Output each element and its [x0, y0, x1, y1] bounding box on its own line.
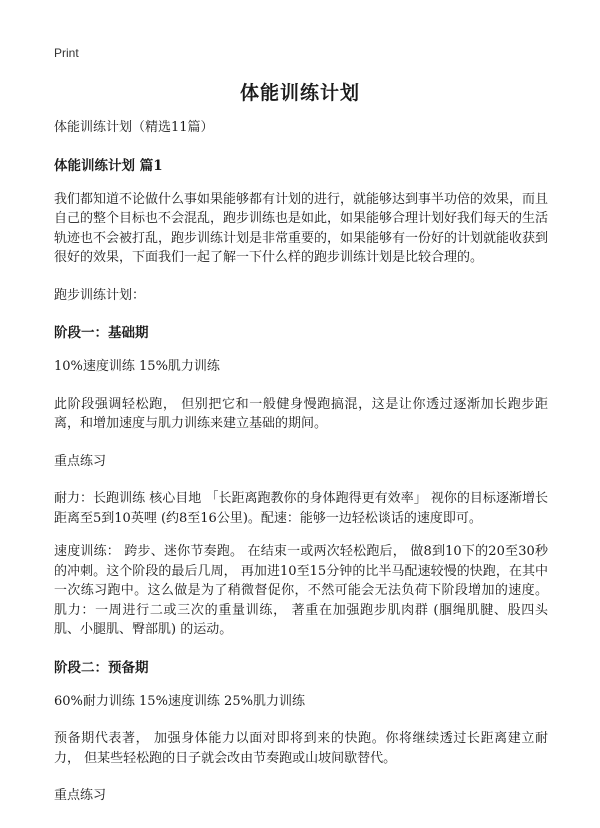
section-heading-1: 体能训练计划 篇1 — [54, 157, 163, 174]
stage1-speed-strength: 速度训练： 跨步、迷你节奏跑。 在结束一或两次轻松跑后， 做8到10下的20至30秒的冲刺。这个阶段的最后几周， 再加进10至15分钟的比半马配速较慢的快跑，在其中一次练习跑中。这么做是为了稍微督促你，不然可能会无法负荷下阶段增加的速度。 肌力：一周进行二或三次的重量训练， 著重在加强跑步肌肉群 (腘绳肌腱、股四头肌、小腿肌、臀部肌) 的运动。 — [54, 544, 548, 637]
stage2-heading: 阶段二：预备期 — [54, 659, 149, 676]
stage2-focus-label: 重点练习 — [54, 788, 107, 803]
document-subtitle: 体能训练计划（精选11篇） — [54, 120, 214, 135]
stage1-focus-label: 重点练习 — [54, 453, 107, 469]
plan-label: 跑步训练计划： — [54, 287, 146, 303]
document-body — [54, 118, 548, 806]
stage1-endurance: 耐力：长跑训练 核心目地 「长距离跑教你的身体跑得更有效率」 视你的目标逐渐增长距离至5到10英哩 (约8至16公里)。配速：能够一边轻松谈话的速度即可。 — [54, 491, 548, 526]
stage1-ratio: 10%速度训练 15%肌力训练 — [54, 359, 220, 374]
stage1-description: 此阶段强调轻松跑， 但别把它和一般健身慢跑搞混，这是让你透过逐渐加长跑步距离，和增加速度与肌力训练来建立基础的期间。 — [54, 396, 548, 431]
stage1-heading: 阶段一：基础期 — [54, 325, 149, 341]
print-link[interactable]: Print — [54, 46, 79, 60]
stage2-description: 预备期代表著， 加强身体能力以面对即将到来的快跑。你将继续透过长距离建立耐力， 但某些轻松跑的日子就会改由节奏跑或山坡间歇替代。 — [54, 731, 548, 766]
stage2-ratio: 60%耐力训练 15%速度训练 25%肌力训练 — [54, 693, 305, 709]
page-title: 体能训练计划 — [239, 82, 360, 104]
intro-paragraph: 我们都知道不论做什么事如果能够都有计划的进行，就能够达到事半功倍的效果，而且自己的整个目标也不会混乱，跑步训练也是如此，如果能够合理计划好我们每天的生活轨迹也不会被打乱，跑步训练计划是非常重要的，如果能够有一份好的计划就能收获到很好的效果，下面我们一起了解一下什么样的跑步训练计划是比较合理的。 — [54, 191, 549, 265]
